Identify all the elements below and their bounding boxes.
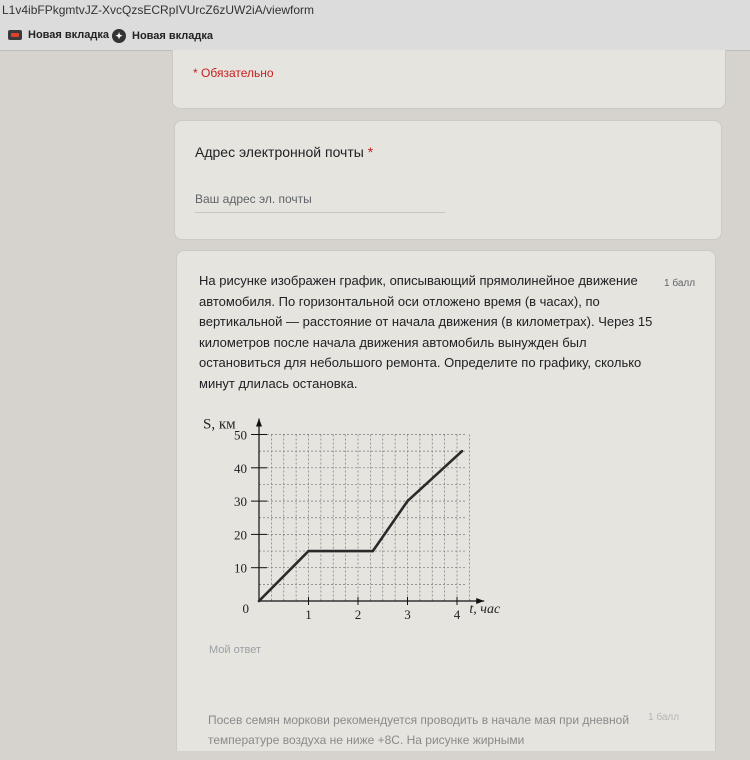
email-input[interactable]: Ваш адрес эл. почты <box>195 192 312 206</box>
distance-data-point <box>307 550 310 553</box>
answer-input[interactable]: Мой ответ <box>209 644 262 656</box>
distance-series-line <box>259 451 462 601</box>
bookmark-new-tab-2[interactable] <box>112 29 213 43</box>
y-axis-label: S, км <box>203 416 236 433</box>
x-axis-label: t, час <box>469 602 501 617</box>
y-tick-label: 20 <box>234 527 247 543</box>
url-text: L1v4ibFPkgmtvJZ-XvcQzsECRpIVUrcZ6zUW2iA/viewform <box>2 3 315 17</box>
form-header-card <box>172 50 726 109</box>
points-label: 1 балл <box>664 278 696 289</box>
distance-data-point <box>461 450 464 453</box>
page-icon <box>8 30 22 40</box>
required-star: * <box>367 144 374 160</box>
distance-data-point <box>258 600 261 603</box>
y-tick-label: 10 <box>234 560 247 576</box>
address-bar[interactable] <box>0 0 750 22</box>
email-label: Адрес электронной почты * <box>195 144 374 160</box>
bookmarks-bar <box>0 22 750 51</box>
question-text: На рисунке изображен график, описывающий прямолинейное движение автомобиля. По горизонтальной оси отложено время (в часах), по вертикальной — расстояние от начала движения (в километрах). Через 15 километров после начала движения автомобиль вынужден был остановиться для небольшого ремонта. Определите по графику, сколько минут длилась остановка. <box>199 273 653 391</box>
distance-data-point <box>406 500 409 503</box>
y-tick-label: 30 <box>234 494 247 510</box>
y-tick-label: 40 <box>234 460 247 476</box>
distance-time-chart <box>199 411 519 641</box>
y-tick-label: 50 <box>234 427 247 443</box>
bookmark-new-tab-1[interactable] <box>8 29 109 41</box>
next-question-card <box>176 700 714 760</box>
required-note: * Обязательно <box>193 66 274 80</box>
graph-question-card <box>176 250 716 751</box>
y-axis-arrow-icon <box>256 419 262 427</box>
next-question-text: Посев семян моркови рекомендуется проводить в начале мая при дневной температуре воздуха не ниже +8С. На рисунке жирными <box>208 713 630 747</box>
email-input-underline <box>195 212 445 213</box>
x-tick-label: 4 <box>453 607 461 622</box>
email-question-card <box>174 120 722 240</box>
next-points-label: 1 балл <box>648 712 680 723</box>
origin-label: 0 <box>242 601 249 616</box>
globe-icon: ✦ <box>112 29 126 43</box>
x-tick-label: 1 <box>305 607 312 622</box>
bookmark-label: Новая вкладка <box>28 29 109 41</box>
chart-svg <box>199 411 519 636</box>
x-tick-label: 2 <box>354 607 362 622</box>
x-tick-label: 3 <box>404 607 411 622</box>
distance-data-point <box>372 550 375 553</box>
bookmark-label: Новая вкладка <box>132 30 213 42</box>
